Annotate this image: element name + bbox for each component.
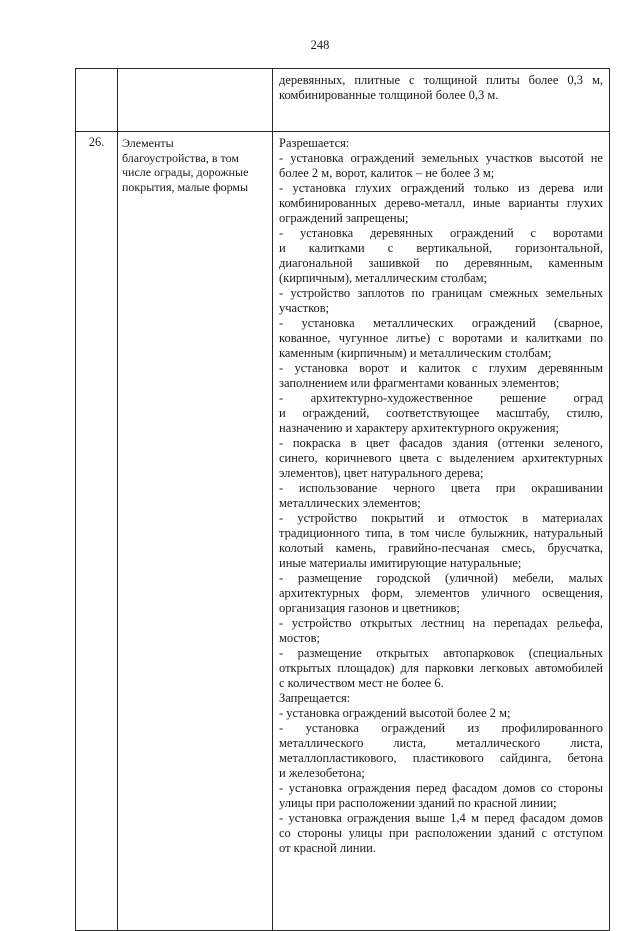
regulation-text-line: - установка ограждения выше 1,4 м перед фасадом домов [279,811,603,825]
regulation-text-line: иные материалы имитирующие натуральные; [279,556,522,570]
regulation-text-line: - установка деревянных ограждений с воротами [279,226,603,240]
regulation-text-line: комбинированных дерево-металл, иные варианты глухих [279,196,603,210]
table-row [76,132,610,931]
regulation-text-line: организация газонов и цветников; [279,601,460,615]
row-number-cell: 26. [76,132,118,931]
regulation-text-line: деревянных, плитные с толщиной плиты более 0,3 м, [279,73,603,87]
regulation-text-line: - установка глухих ограждений только из дерева или [279,181,603,195]
element-name-line: покрытия, малые формы [122,179,249,194]
regulation-text-line: улицы при расположении зданий по красной линии; [279,796,557,810]
regulation-text-line: синего, коричневого цвета с выделением архитектурных [279,451,603,465]
row-number-cell [76,69,118,132]
regulation-text-line: - размещение открытых автопарковок (специальных [279,646,603,660]
regulation-text-line: - использование черного цвета при окрашивании [279,481,603,495]
regulation-text-line: - архитектурно-художественное решение оград [279,391,603,405]
regulation-text-line: и калитками с вертикальной, горизонтальной, [279,241,603,255]
regulation-text-line: традиционного типа, в том числе булыжник, натуральный [279,526,603,540]
page-number: 248 [310,38,330,52]
regulation-text-cell [273,132,610,931]
regulation-text-line: - установка ограждений земельных участков высотой не [279,151,603,165]
regulation-text-line: - установка ворот и калиток с глухим деревянным [279,361,603,375]
regulation-text-line: открытых площадок) для парковки легковых автомобилей [279,661,603,675]
regulation-text-line: металлопластикового, пластикового сайдинга, бетона [279,751,603,765]
regulation-text-line: Разрешается: [279,136,350,150]
element-name-cell [118,132,273,931]
regulation-text-line: Запрещается: [279,691,351,705]
regulation-text-line: - устройство открытых лестниц на перепадах рельефа, [279,616,603,630]
regulation-text-line: мостов; [279,631,320,645]
regulation-text-line: диагональной зашивкой по деревянным, каменным [279,256,603,270]
regulation-text-line: от красной линии. [279,841,376,855]
regulation-text-line: - установка ограждения перед фасадом домов со стороны [279,781,603,795]
regulation-text-line: - размещение городской (уличной) мебели, малых [279,571,603,585]
regulation-text-line: металлических элементов; [279,496,421,510]
regulation-text-line: назначению и характеру архитектурного окружения; [279,421,559,435]
regulations-table [75,68,610,931]
regulation-text-line: более 2 м, ворот, калиток – не более 3 м; [279,166,495,180]
regulation-text-line: комбинированные толщиной более 0,3 м. [279,88,499,102]
regulation-text-line: колотый камень, гравийно-песчаная смесь, брусчатка, [279,541,603,555]
regulation-text-line: архитектурных форм, элементов уличного освещения, [279,586,603,600]
regulation-text-line: металлического листа, металлического листа, [279,736,603,750]
element-name-line: числе ограды, дорожные [122,165,249,179]
regulation-text-line: со стороны улицы при расположении зданий с отступом [279,826,603,840]
regulation-text-line: и ограждений, соответствующее масштабу, стилю, [279,406,603,420]
regulation-text-line: каменным (кирпичным) и металлическим столбам; [279,346,552,360]
regulation-text-line: - устройство покрытий и отмосток в материалах [279,511,603,525]
regulation-text-line: - устройство заплотов по границам смежных земельных [279,286,603,300]
element-name-cell [118,69,273,132]
regulation-text-line: заполнением или фрагментами кованных элементов; [279,376,560,390]
regulation-text-line: кованное, чугунное литье) с воротами и калитками по [279,331,603,345]
regulation-text-line: - покраска в цвет фасадов здания (оттенки зеленого, [279,436,603,450]
regulation-text-line: ограждений запрещены; [279,211,409,225]
regulation-text-line: участков; [279,301,330,315]
regulation-text-line: - установка ограждений из профилированного [279,721,603,735]
regulation-text-line: (кирпичным), металлическим столбам; [279,271,488,285]
regulation-text-line: - установка ограждений высотой более 2 м; [279,706,511,720]
regulation-text-cell [273,69,610,132]
regulation-text-line: и железобетона; [279,766,365,780]
element-name-line: благоустройства, в том [122,150,239,165]
regulation-text-line: элементов), цвет натурального дерева; [279,466,484,480]
element-name-line: Элементы [122,136,174,150]
regulation-text-line: - установка металлических ограждений (сварное, [279,316,603,330]
table-row [76,69,610,132]
regulation-text-line: с количеством мест не более 6. [279,676,444,690]
